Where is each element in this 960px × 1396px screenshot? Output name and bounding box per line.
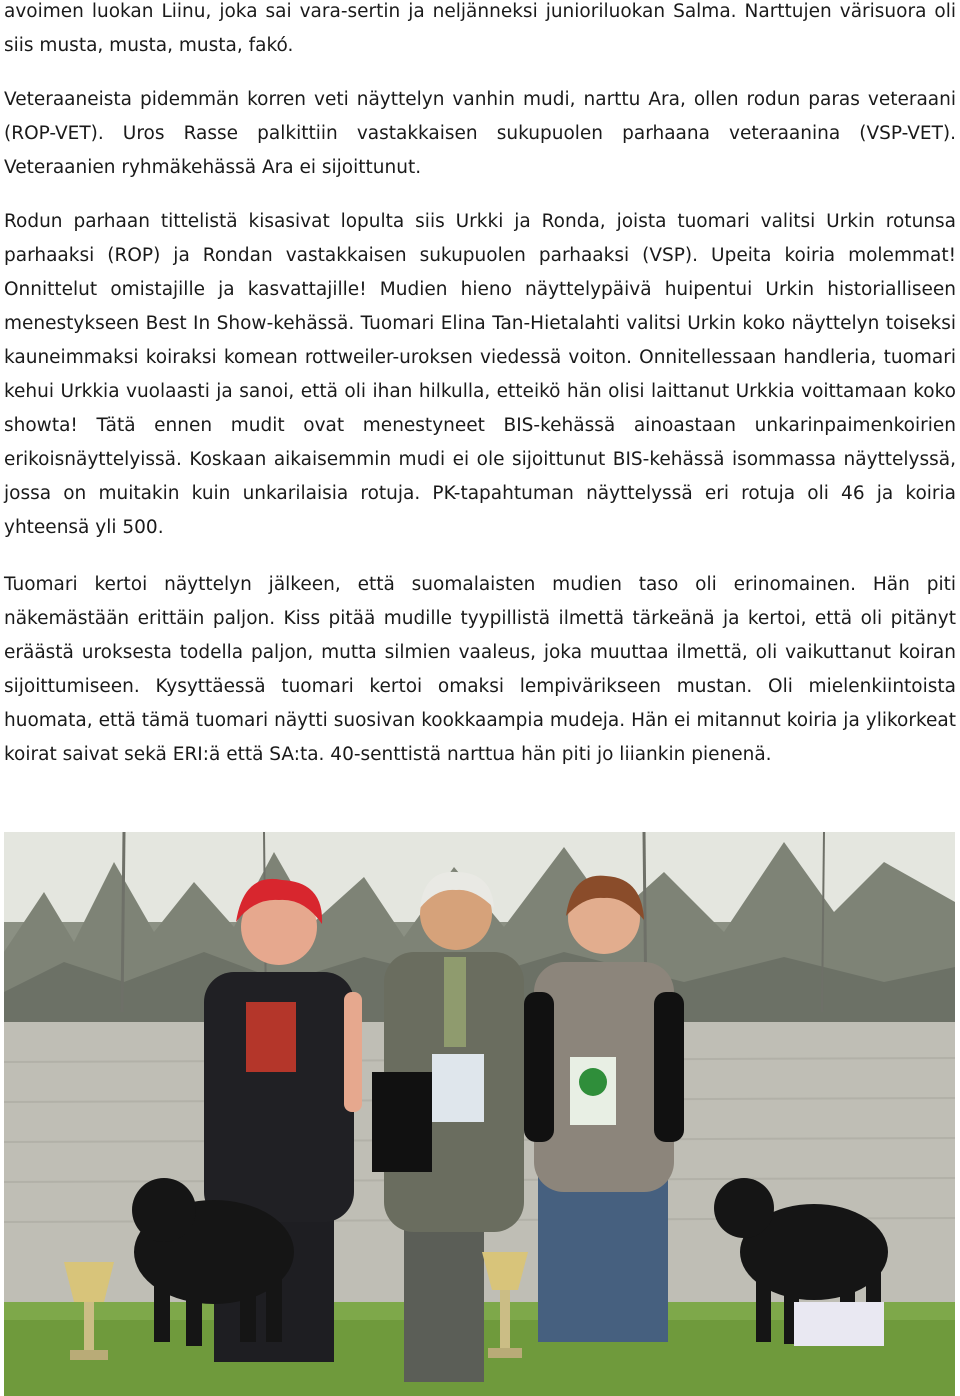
paragraph-judge-comments: Tuomari kertoi näyttelyn jälkeen, että suomalaisten mudien taso oli erinomainen. Hän piti näkemästään erittäin paljon. Kiss pitää mudille tyypillistä ilmettä tärkeänä ja kertoi, että oli pitänyt eräästä uroksesta todella paljon, mutta silmien vaaleus, joka muuttaa ilmettä, oli vaikuttanut koiran sijoittumiseen. Kysyttäessä tuomari kertoi omaksi lempivärikseen mustan. Oli mielenkiintoista huomata, että tämä tuomari näytti suosivan kookkaampia mudeja. Hän ei mitannut koiria ja ylikorkeat koirat saivat sekä ERI:ä että SA:ta. 40-senttistä narttua hän piti jo liiankin pienenä. <box>4 574 956 765</box>
photo-illustration <box>4 832 955 1396</box>
show-winners-photo <box>4 832 955 1396</box>
paragraph-best-of-breed: Rodun parhaan tittelistä kisasivat lopulta siis Urkki ja Ronda, joista tuomari valitsi Urkin rotunsa parhaaksi (ROP) ja Rondan vastakkaisen sukupuolen parhaaksi (VSP). Upeita koiria molemmat! Onnittelut omistajille ja kasvattajille! Mudien hieno näyttelypäivä huipentui Urkin historialliseen menestykseen Best In Show-kehässä. Tuomari Elina Tan-Hietalahti valitsi Urkin koko näyttelyn toiseksi kauneimmaksi koiraksi komean rottweiler-uroksen viedessä voiton. Onnitellessaan handleria, tuomari kehui Urkkia vuolaasti ja sanoi, että oli ihan hilkulla, etteikö hän olisi laittanut Urkkia voittamaan koko showta! Tätä ennen mudit ovat menestyneet BIS-kehässä ainoastaan unkarinpaimenkoirien erikoisnäyttelyissä. Koskaan aikaisemmin mudi ei ole sijoittunut BIS-kehässä isommassa näyttelyssä, jossa on muitakin kuin unkarilaisia rotuja. PK-tapahtuman näyttelyssä eri rotuja oli 46 ja koiria yhteensä yli 500. <box>4 211 956 538</box>
photo-sign-board <box>794 1302 884 1346</box>
paragraph-open-class: avoimen luokan Liinu, joka sai vara-sertin ja neljänneksi junioriluokan Salma. Narttujen värisuora oli siis musta, musta, musta, fakó. <box>4 1 956 56</box>
paragraph-veterans: Veteraaneista pidemmän korren veti näyttelyn vanhin mudi, narttu Ara, ollen rodun paras veteraani (ROP-VET). Uros Rasse palkittiin vastakkaisen sukupuolen parhaana veteraanina (VSP-VET). Veteraanien ryhmäkehässä Ara ei sijoittunut. <box>4 89 956 178</box>
